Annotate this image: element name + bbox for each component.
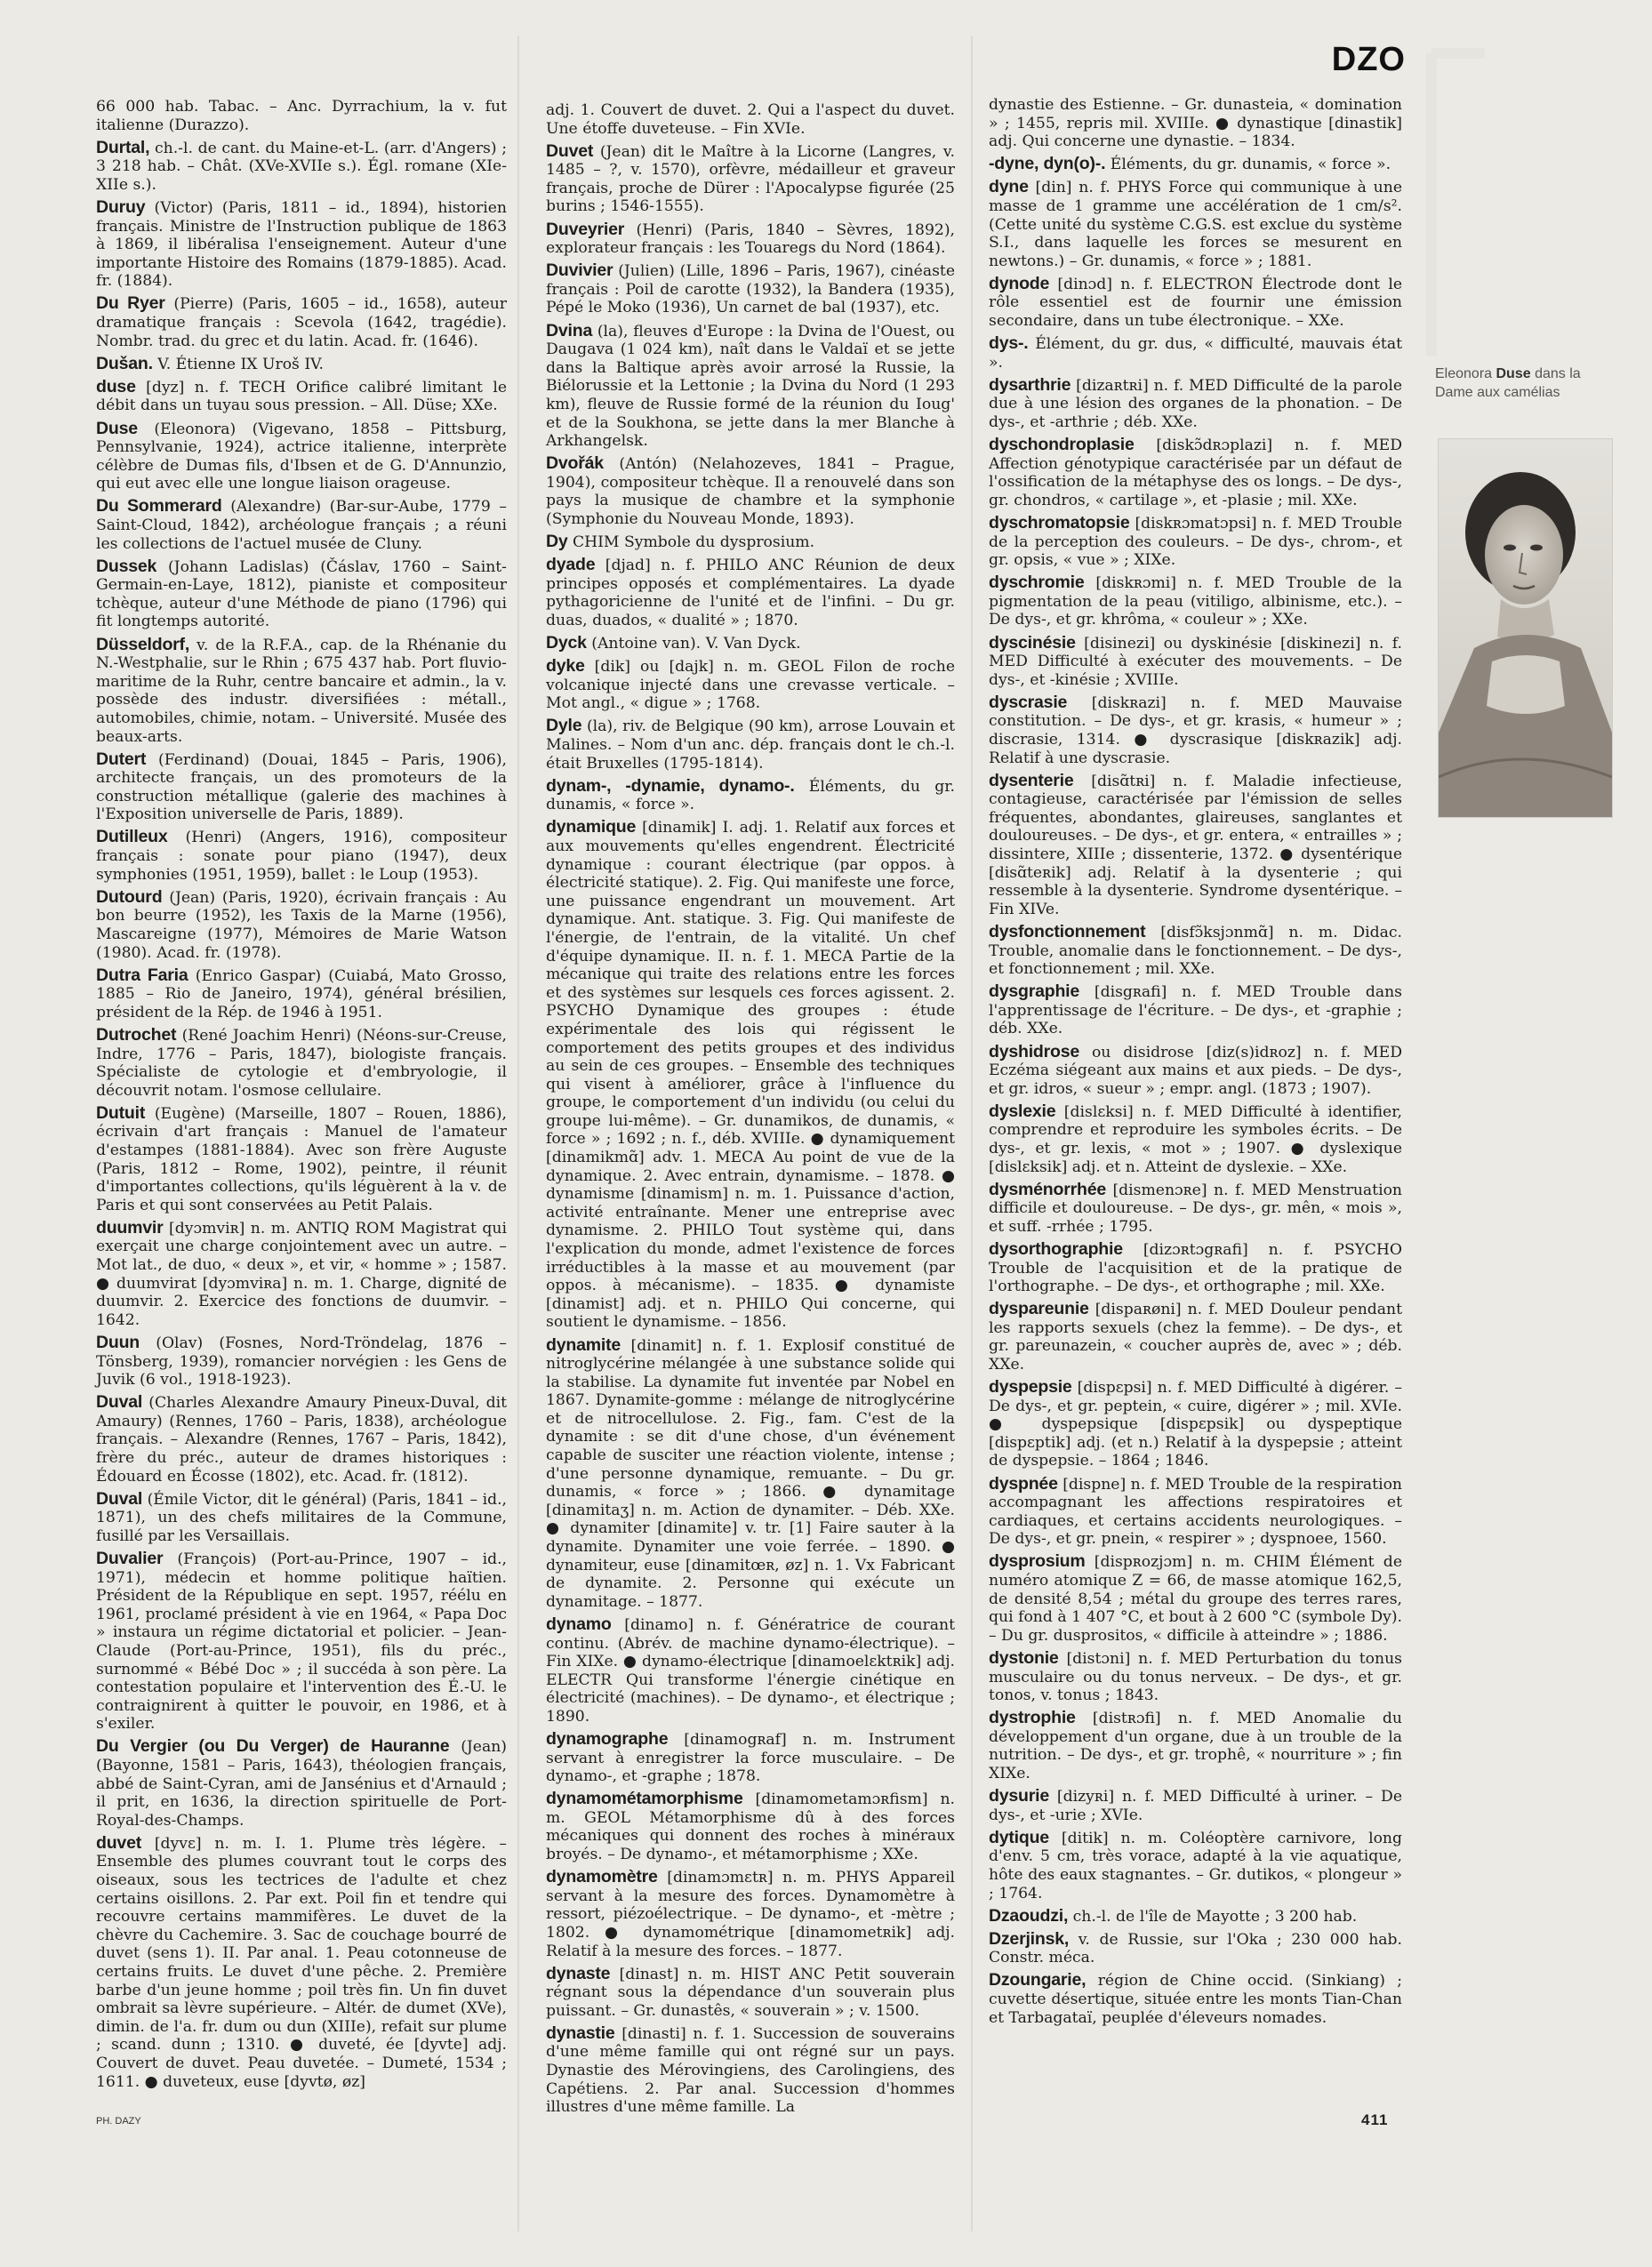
entry-text: dynastie des Estienne. – Gr. dunasteia, « domination » ; 1455, repris mil. XVIIIe. ● dynastique [dinastik] adj. Qui concerne une dynastie. – 1834.	[989, 96, 1402, 151]
headword: dyspnée	[989, 1473, 1058, 1494]
dictionary-entry	[96, 1834, 507, 2091]
dictionary-entry	[96, 378, 507, 415]
entry-text: (Émile Victor, dit le général) (Paris, 1841 – id., 1871), un des chefs militaires de la Commune, fusillé par les Versaillais.	[96, 1490, 507, 1545]
dictionary-entry	[989, 96, 1402, 151]
dictionary-entry	[989, 1971, 1402, 2027]
entry-text: [dyɔmviʀ] n. m. ANTIQ ROM Magistrat qui exerçait une charge conjointement avec un autre. – Mot lat., de duo, « deux », et vir, « homme » ; 1587. ● duumvirat [dyɔmviʀa] n. m. 1. Charge, dignité de duumvir. 2. Exercice des fonctions de duumvir. – 1642.	[96, 1219, 507, 1329]
caption-name: Eleonora	[1435, 366, 1493, 381]
entry-text: [dizɔʀtɔgʀafi] n. f. PSYCHO Trouble de l'acquisition et de la pratique de l'orthographe. – De dys-, et orthographe ; mil. XXe.	[989, 1240, 1402, 1296]
headword: dynode	[989, 273, 1050, 293]
dictionary-entry	[96, 1393, 507, 1486]
headword: Duun	[96, 1332, 140, 1352]
headword: dyade	[546, 555, 596, 575]
headword: dynamite	[546, 1334, 622, 1355]
headword: dyscrasie	[989, 692, 1068, 712]
dictionary-entry	[96, 750, 507, 824]
dictionary-entry	[989, 1300, 1402, 1374]
entry-text: [din] n. f. PHYS Force qui communique à une masse de 1 gramme une accélération de 1 cm/s². (Cette unité du système C.G.S. est exclue du système S.I., dans laquelle les forces se mesurent en newtons.) – Gr. dunamis, « force » ; 1881.	[989, 179, 1402, 270]
headword: dyshidrose	[989, 1041, 1080, 1061]
headword: duvet	[96, 1832, 142, 1853]
entry-text: (Olav) (Fosnes, Nord-Tröndelag, 1876 – Tönsberg, 1939), romancier norvégien : les Gens de Juvik (6 vol., 1918-1923).	[96, 1334, 507, 1390]
entry-text: v. de la R.F.A., cap. de la Rhénanie du N.-Westphalie, sur le Rhin ; 675 437 hab. Port fluvio-maritime de la Ruhr, centre bancaire et admin., la v. possède des industr. diversifiées : métall., automobiles, chimie, notam. – Université. Musée des beaux-arts.	[96, 636, 507, 746]
entry-text: CHIM Symbole du dysprosium.	[567, 533, 815, 552]
headword: dynamométamorphisme	[546, 1789, 743, 1809]
headword: dyne	[989, 177, 1029, 197]
dictionary-entry	[546, 2024, 955, 2117]
dictionary-entry	[989, 514, 1402, 570]
headword: dysarthrie	[989, 374, 1071, 395]
headword: dyspepsie	[989, 1377, 1072, 1398]
headword: Dyle	[546, 716, 582, 736]
entry-text: [dismenɔʀe] n. f. MED Menstruation difficile et douloureuse. – De dys-, gr. mên, « mois », et suff. -rrhée ; 1795.	[989, 1181, 1402, 1236]
dictionary-entry	[546, 1965, 955, 2021]
dictionary-entry	[96, 1737, 507, 1830]
column-1	[96, 98, 507, 2095]
headword: dytique	[989, 1827, 1049, 1847]
column-guide	[971, 36, 973, 2231]
dictionary-entry	[989, 1709, 1402, 1782]
entry-text: (Alexandre) (Bar-sur-Aube, 1779 – Saint-Cloud, 1842), archéologue français ; a réuni les collections de l'actuel musée de Cluny.	[96, 498, 508, 553]
headword: duse	[96, 376, 136, 397]
dictionary-entry	[546, 1336, 955, 1612]
headword: Dutilleux	[96, 827, 168, 847]
headword: Dutra Faria	[96, 965, 188, 985]
entry-text: [dispʀozjɔm] n. m. CHIM Élément de numéro atomique Z = 66, de masse atomique 162,5, de densité 8,54 ; métal du groupe des terres rares, qui fond à 1 407 °C, et bout à 2 600 °C (symbole Dy). – Du gr. dusprositos, « difficile à atteindre » ; 1886.	[989, 1553, 1402, 1645]
dictionary-entry	[96, 1550, 507, 1734]
dictionary-entry	[989, 1378, 1402, 1470]
headword: Dy	[546, 532, 568, 552]
running-head: DZO	[1331, 41, 1406, 78]
dictionary-entry	[989, 923, 1402, 979]
headword: dysenterie	[989, 770, 1074, 790]
dictionary-entry	[96, 497, 507, 553]
entry-text: [djad] n. f. PHILO ANC Réunion de deux principes opposés et complémentaires. La dyade pythagoricienne de l'unité et de l'infini. – Du gr. duas, duados, « dualité » ; 1870.	[546, 557, 955, 629]
headword: Duveyrier	[546, 219, 625, 239]
entry-text: (la), riv. de Belgique (90 km), arrose Louvain et Malines. – Nom d'un anc. dép. français dont le ch.-l. était Bruxelles (1795-1814).	[546, 717, 955, 773]
headword: dysprosium	[989, 1551, 1086, 1572]
dictionary-entry	[546, 1730, 955, 1786]
entry-text: 66 000 hab. Tabac. – Anc. Dyrrachium, la v. fut italienne (Durazzo).	[96, 98, 507, 134]
headword: dynamique	[546, 817, 637, 837]
entry-text: [disinezi] ou dyskinésie [diskinezi] n. f. MED Difficulté à exécuter des mouvements. – De dys-, et -kinésie ; XVIIIe.	[989, 634, 1402, 689]
headword: Dvořák	[546, 453, 604, 474]
headword: Duse	[96, 418, 138, 438]
headword: dynastie	[546, 2023, 615, 2043]
dictionary-entry	[989, 772, 1402, 919]
entry-text: (Eleonora) (Vigevano, 1858 – Pittsburg, Pennsylvanie, 1924), actrice italienne, interprète célèbre de Dumas fils, d'Ibsen et de G. D'Annunzio, qui eut avec elle une longue liaison orageuse.	[96, 420, 507, 493]
caption-bold: Duse	[1496, 366, 1531, 381]
dictionary-entry	[546, 322, 955, 451]
dictionary-entry	[96, 198, 507, 291]
entry-text: [dispaʀøni] n. f. MED Douleur pendant les rapports sexuels (chez la femme). – De dys-, et gr. pareunazein, « coucher auprès de, avec » ; déb. XXe.	[989, 1301, 1402, 1374]
dictionary-entry	[96, 888, 507, 962]
headword: dyspareunie	[989, 1299, 1089, 1319]
entry-text: [disɑ̃tʀi] n. f. Maladie infectieuse, contagieuse, caractérisée par l'émission de selles fréquentes, abondantes, glaireuses, sanglantes et douloureuses. – De dys-, et gr. entera, « entrailles » ; dissintere, XIIIe ; dissenterie, 1372. ● dysentérique [disɑ̃teʀik] adj. Relatif à la dysenterie ; qui ressemble à la dysenterie. Syndrome dysentérique. – Fin XIVe.	[989, 772, 1402, 918]
entry-text: [diskʀɔmi] n. f. MED Trouble de la pigmentation de la peau (vitiligo, albinisme, etc.). – De dys-, et gr. khrôma, « couleur » ; XXe.	[989, 574, 1402, 629]
entry-text: Élément, du gr. dus, « difficulté, mauvais état ».	[989, 335, 1402, 372]
entry-text: [dinamik] I. adj. 1. Relatif aux forces et aux mouvements qu'elles engendrent. Électricité dynamique : courant électrique (par oppos. à électricité statique). 2. Fig. Qui manifeste une force, une puissance engendrant un mouvement. Art dynamique. Ant. statique. 3. Fig. Qui manifeste de l'énergie, de l'entrain, de la vitalité. Un chef d'équipe dynamique. II. n. f. 1. MECA Partie de la mécanique qui traite des relations entre les forces et des systèmes sur lesquels ces forces agissent. 2. PSYCHO Dynamique des groupes : étude expérimentale des lois qui régissent le comportement des petits groupes et des individus au sein de ces groupes. – Ensemble des techniques qui visent à améliorer, grâce à l'influence du groupe, le comportement d'un individu (ou celui du groupe lui-même). – Gr. dunamikos, de dunamis, « force » ; 1692 ; n. f., déb. XVIIIe. ● dynamiquement [dinamikmɑ̃] adv. 1. MECA Au point de vue de la dynamique. 2. Avec entrain, dynamisme. – 1878. ● dynamisme [dinamism] n. m. 1. Puissance d'action, activité entraînante. Mener une entreprise avec dynamisme. 2. PHILO Tout système qui, dans l'explication du monde, admet l'existence de forces irréductibles à la masse et au mouvement (par oppos. à mécanisme). – 1835. ● dynamiste [dinamist] adj. et n. PHILO Qui concerne, qui soutient le dynamisme. – 1856.	[546, 819, 955, 1332]
dictionary-entry	[546, 261, 955, 317]
headword: dynamomètre	[546, 1867, 658, 1887]
entry-text: (Henri) (Angers, 1916), compositeur français : sonate pour piano (1947), deux symphonies (1951, 1959), ballet : le Loup (1953).	[96, 829, 507, 884]
entry-text: Éléments, du gr. dunamis, « force ».	[1105, 156, 1391, 174]
headword: Duvivier	[546, 260, 613, 281]
dictionary-entry	[989, 1043, 1402, 1099]
entry-text: V. Étienne IX Uroš IV.	[152, 355, 324, 373]
dictionary-entry	[989, 155, 1402, 174]
dictionary-entry	[546, 1790, 955, 1863]
dictionary-entry	[989, 1475, 1402, 1549]
headword: Dutuit	[96, 1102, 146, 1123]
headword: dys-.	[989, 333, 1029, 354]
headword: dysurie	[989, 1786, 1049, 1806]
dictionary-entry	[96, 1219, 507, 1330]
headword: dysménorrhée	[989, 1179, 1106, 1199]
entry-text: (Victor) (Paris, 1811 – id., 1894), historien français. Ministre de l'Instruction publique de 1863 à 1869, il libéralisa l'enseignement. Auteur d'une importante Histoire des Romains (1879-1885). Acad. fr. (1884).	[96, 198, 507, 291]
entry-text: [distɔni] n. f. MED Perturbation du tonus musculaire ou du tonus nerveux. – De dys-, et gr. tonos, v. tonus ; 1843.	[989, 1649, 1402, 1705]
headword: dysgraphie	[989, 981, 1080, 1002]
headword: Düsseldorf,	[96, 634, 190, 654]
portrait-photo	[1438, 438, 1613, 818]
entry-text: [dinamɔmɛtʀ] n. m. PHYS Appareil servant à la mesure des forces. Dynamomètre à ressort, piézoélectrique. – De dynamo-, et -mètre ; 1802. ● dynamométrique [dinamometʀik] adj. Relatif à la mesure des forces. – 1877.	[546, 1869, 955, 1960]
entry-text: [dinasti] n. f. 1. Succession de souverains d'une même famille qui ont régné sur un pays. Dynastie des Mérovingiens, des Carolingiens, des Capétiens. 2. Par anal. Succession d'hommes illustres d'une même famille. La	[546, 2024, 955, 2117]
dictionary-entry	[989, 693, 1402, 767]
headword: duumvir	[96, 1217, 164, 1238]
dictionary-entry	[546, 657, 955, 713]
headword: Durtal,	[96, 137, 150, 157]
headword: Duval	[96, 1392, 143, 1413]
column-3	[989, 96, 1402, 2031]
dictionary-entry	[989, 573, 1402, 629]
entry-text: [dizaʀtʀi] n. f. MED Difficulté de la parole due à une lésion des organes de la phonation. – De dys-, et -arthrie ; déb. XXe.	[989, 376, 1402, 431]
dictionary-entry	[989, 1181, 1402, 1237]
dictionary-entry	[989, 376, 1402, 432]
entry-text: (François) (Port-au-Prince, 1907 – id., 1971), médecin et homme politique haïtien. Président de la République en sept. 1957, réélu en 1961, proclamé président à vie en 1964, « Papa Doc » instaura un régime dictatorial et policier. – Jean-Claude (Port-au-Prince, 1951), fils du préc., surnommé « Bébé Doc » ; il succéda à son père. La contestation populaire et l'intervention des É.-U. le contraignirent à quitter le pouvoir, en 1986, et à s'exiler.	[96, 1550, 507, 1734]
entry-text: [disgʀafi] n. f. MED Trouble dans l'apprentissage de l'écriture. – De dys-, et -graphie ; déb. XXe.	[989, 983, 1402, 1038]
entry-text: (René Joachim Henri) (Néons-sur-Creuse, Indre, 1776 – Paris, 1847), biologiste français. Spécialiste de cytologie et d'embryologie, il découvrit notam. l'osmose cellulaire.	[96, 1026, 507, 1100]
entry-text: [diskɔ̃dʀɔplazi] n. f. MED Affection génotypique caractérisée par un défaut de l'ossification de la métaphyse des os longs. – De dys-, gr. chondros, « cartilage », et -plasie ; mil. XXe.	[989, 437, 1402, 509]
column-guide	[517, 36, 519, 2231]
headword: dystrophie	[989, 1708, 1076, 1728]
dictionary-entry	[96, 420, 507, 493]
headword: dysorthographie	[989, 1238, 1123, 1259]
dictionary-entry	[546, 1615, 955, 1726]
entry-text: (Johann Ladislas) (Čáslav, 1760 – Saint-Germain-en-Laye, 1812), pianiste et compositeur tchèque, auteur d'une Méthode de piano (1796) qui fit longtemps autorité.	[96, 557, 507, 631]
entry-text: (Antón) (Nelahozeves, 1841 – Prague, 1904), compositeur tchèque. Il a renouvelé dans son pays la musique de chambre et la symphonie (Symphonie du Nouveau Monde, 1893).	[546, 455, 955, 528]
dictionary-entry	[96, 1104, 507, 1215]
entry-text: adj. 1. Couvert de duvet. 2. Qui a l'aspect du duvet. Une étoffe duveteuse. – Fin XVIe.	[546, 101, 955, 138]
headword: dyke	[546, 656, 585, 677]
headword: Dutourd	[96, 886, 163, 907]
headword: Dzaoudzi,	[989, 1905, 1069, 1926]
headword: Du Vergier (ou Du Verger) de Hauranne	[96, 1736, 450, 1757]
dictionary-entry	[989, 1829, 1402, 1903]
dictionary-entry	[96, 1490, 507, 1546]
headword: Du Ryer	[96, 293, 165, 314]
dictionary-entry	[546, 556, 955, 629]
headword: dynaste	[546, 1963, 611, 1983]
entry-text: (Enrico Gaspar) (Cuiabá, Mato Grosso, 1885 – Rio de Janeiro, 1974), général brésilien, président de la Rép. de 1946 à 1951.	[96, 966, 508, 1021]
dictionary-entry	[989, 1649, 1402, 1705]
entry-text: (la), fleuves d'Europe : la Dvina de l'Ouest, ou Daugava (1 024 km), naît dans le Valdaï et se jette dans la Baltique après avoir arrosé la Russie, la Biélorussie et la Lettonie ; la Dvina du Nord (1 293 km), fleuve de Russie formé de la réunion du Ioug' et de la Soukhona, se jette dans la mer Blanche à Arkhangelsk.	[546, 322, 955, 451]
entry-text: [dinamometamɔʀfism] n. m. GEOL Métamorphisme dû à des forces mécaniques qui donnent des roches à minéraux broyés. – De dynamo-, et métamorphisme ; XXe.	[546, 1790, 955, 1864]
dictionary-entry	[989, 1930, 1402, 1967]
entry-text: ch.-l. de l'île de Mayotte ; 3 200 hab.	[1068, 1907, 1358, 1926]
headword: dysfonctionnement	[989, 921, 1146, 941]
headword: dyschromie	[989, 573, 1085, 593]
entry-text: (Antoine van). V. Van Dyck.	[586, 635, 801, 653]
dictionary-entry	[989, 1102, 1402, 1176]
headword: Dutrochet	[96, 1024, 177, 1045]
entry-text: [dyvɛ] n. m. I. 1. Plume très légère. – Ensemble des plumes couvrant tout le corps des oiseaux, sous les tectrices de l'adulte et chez certains oisillons. 2. Par ext. Poil fin et tendre qui recouvre certains mammifères. Le duvet de la chèvre du Cachemire. 3. Sac de couchage bourré de duvet (sens 1). II. Par anal. 1. Peau cotonneuse de certains fruits. Le duvet d'une pêche. 2. Première barbe d'un jeune homme ; poil très fin. Un fin duvet ombrait sa lèvre supérieure. – Altér. de dumet (XVe), dimin. de l'a. fr. dum ou dun (XIIIe), refait sur plume ; scand. dunn ; 1310. ● duveté, ée [dyvte] adj. Couvert de duvet. Peau duvetée. – Dumeté, 1534 ; 1611. ● duveteux, euse [dyvtø, øz]	[96, 1834, 507, 2091]
dictionary-entry	[989, 1907, 1402, 1927]
entry-text: [dinamo] n. f. Génératrice de courant continu. (Abrév. de machine dynamo-électrique). – Fin XIXe. ● dynamo-électrique [dinamoelɛktʀik] adj. ELECTR Qui transforme l'énergie cinétique en électricité (machines). – De dynamo-, et électrique ; 1890.	[546, 1615, 955, 1726]
dictionary-entry	[989, 982, 1402, 1038]
dictionary-entry	[989, 334, 1402, 372]
entry-text: v. de Russie, sur l'Oka ; 230 000 hab. Constr. méca.	[989, 1930, 1402, 1967]
headword: Duruy	[96, 196, 146, 217]
entry-text: [diskʀazi] n. f. MED Mauvaise constitution. – De dys-, et gr. krasis, « humeur » ; discrasie, 1314. ● dyscrasique [diskʀazik] adj. Relatif à une dyscrasie.	[989, 693, 1402, 767]
entry-text: [ditik] n. m. Coléoptère carnivore, long d'env. 5 cm, très vorace, adapté à la vie aquatique, hôte des eaux stagnantes. – Gr. dutikos, « plongeur » ; 1764.	[989, 1829, 1402, 1903]
entry-text: ou disidrose [diz(s)idʀoz] n. f. MED Eczéma siégeant aux mains et aux pieds. – De dys-, et gr. idros, « sueur » ; empr. angl. (1873 ; 1907).	[989, 1043, 1402, 1098]
headword: Dušan.	[96, 353, 153, 373]
headword: dynamographe	[546, 1728, 669, 1749]
headword: dystonie	[989, 1647, 1059, 1668]
headword: Du Sommerard	[96, 496, 222, 517]
entry-text: (Charles Alexandre Amaury Pineux-Duval, dit Amaury) (Rennes, 1760 – Paris, 1838), archéologue français. – Alexandre (Rennes, 1767 – Paris, 1842), frère du préc., auteur de drames historiques : Édouard en Écosse (1802), etc. Acad. fr. (1812).	[96, 1394, 507, 1486]
entry-text: (Julien) (Lille, 1896 – Paris, 1967), cinéaste français : Poil de carotte (1932), la Bandera (1935), Pépé le Moko (1936), Un carnet de bal (1937), etc.	[546, 262, 955, 317]
headword: Dzoungarie,	[989, 1970, 1087, 1991]
entry-text: [dispne] n. f. MED Trouble de la respiration accompagnant les affections respiratoires et cardiaques, et certains accidents neurologiques. – De dys-, et gr. pnein, « respirer » ; dyspnoee, 1560.	[989, 1475, 1402, 1549]
dictionary-entry	[546, 717, 955, 773]
entry-text: (Henri) (Paris, 1840 – Sèvres, 1892), explorateur français : les Touaregs du Nord (1864).	[546, 220, 955, 258]
headword: Dutert	[96, 749, 147, 769]
dictionary-entry	[96, 557, 507, 631]
dictionary-entry	[546, 220, 955, 258]
dictionary-entry	[989, 634, 1402, 690]
entry-text: (Ferdinand) (Douai, 1845 – Paris, 1906), architecte français, un des promoteurs de la construction métallique (galerie des machines à l'Exposition universelle de Paris, 1889).	[96, 750, 507, 824]
headword: Duvet	[546, 140, 594, 161]
dictionary-entry	[96, 355, 507, 374]
dictionary-entry	[546, 634, 955, 653]
headword: Dussek	[96, 556, 157, 576]
entry-text: [dinɔd] n. f. ELECTRON Électrode dont le rôle essentiel est de fournir une émission secondaire, dans un tube électronique. – XXe.	[989, 275, 1402, 331]
dictionary-entry	[546, 1868, 955, 1960]
headword: dyschromatopsie	[989, 512, 1130, 533]
page-number: 411	[1361, 2111, 1389, 2128]
entry-text: région de Chine occid. (Sinkiang) ; cuvette désertique, située entre les monts Tian-Chan et Tarbagataï, peuplée d'éleveurs nomades.	[989, 1972, 1402, 2027]
entry-text: [dik] ou [dajk] n. m. GEOL Filon de roche volcanique injecté dans une crevasse verticale. – Mot angl., « digue » ; 1768.	[546, 658, 955, 713]
headword: Duval	[96, 1488, 143, 1509]
entry-text: [disfɔ̃ksjɔnmɑ̃] n. m. Didac. Trouble, anomalie dans le fonctionnement. – De dys-, et fonctionnement ; mil. XXe.	[989, 923, 1402, 979]
headword: dyschondroplasie	[989, 435, 1135, 455]
headword: Dyck	[546, 633, 587, 653]
dictionary-entry	[96, 636, 507, 747]
dictionary-entry	[989, 275, 1402, 331]
headword: -dyne, dyn(o)-.	[989, 154, 1106, 174]
entry-text: [dispɛpsi] n. f. MED Difficulté à digérer. – De dys-, et gr. peptein, « cuire, digérer » ; mil. XVIe. ● dyspepsique [dispɛpsik] ou dyspeptique [dispɛptik] adj. (et n.) Relatif à la dyspepsie ; atteint de dyspepsie. – 1864 ; 1846.	[989, 1379, 1402, 1470]
photo-credit: PH. DAZY	[96, 2116, 141, 2127]
headword: dynam-, -dynamie, dynamo-.	[546, 775, 795, 796]
entry-text: ch.-l. de cant. du Maine-et-L. (arr. d'Angers) ; 3 218 hab. – Chât. (XVe-XVIIe s.). Égl. romane (XIe-XIIe s.).	[96, 139, 507, 194]
entry-text: [dyz] n. f. TECH Orifice calibré limitant le débit dans un tuyau sous pression. – All. Düse; XXe.	[96, 378, 507, 415]
entry-text: [dizyʀi] n. f. MED Difficulté à uriner. – De dys-, et -urie ; XVIe.	[989, 1788, 1402, 1824]
entry-text: [dinast] n. m. HIST ANC Petit souverain régnant sous la dépendance d'un souverain plus puissant. – Gr. dunastês, « souverain » ; v. 1500.	[546, 1965, 955, 2020]
dictionary-entry	[96, 98, 507, 134]
entry-text: [dinamit] n. f. 1. Explosif constitué de nitroglycérine mélangée à une substance solide qui la stabilise. La dynamite fut inventée par Nobel en 1867. Dynamite-gomme : mélange de nitroglycérine et de nitrocellulose. 2. Fig., fam. C'est de la dynamite : se dit d'une chose, d'un événement capable de susciter une réaction violente, intense ; d'une personne dynamique, remuante. – Du gr. dunamis, « force » ; 1866. ● dynamitage [dinamitaʒ] n. m. Action de dynamiter. – Déb. XXe. ● dynamiter [dinamite] v. tr. [1] Faire sauter à la dynamite. Dynamiter une voie ferrée. – 1890. ● dynamiteur, euse [dinamitœʀ, øz] n. 1. Vx Fabricant de dynamite. 2. Personne qui exécute un dynamitage. – 1877.	[546, 1336, 955, 1611]
dictionary-entry	[96, 1026, 507, 1100]
headword: dyslexie	[989, 1101, 1056, 1121]
dictionary-entry	[96, 139, 507, 195]
dictionary-entry	[546, 777, 955, 814]
entry-text: Éléments, du gr. dunamis, « force ».	[546, 777, 955, 814]
entry-text: (Eugène) (Marseille, 1807 – Rouen, 1886), écrivain d'art français : Manuel de l'amateur d'estampes (1881-1884). Avec son frère Auguste (Paris, 1812 – Rome, 1902), peintre, il réunit d'importantes collections, qu'ils léguèrent à la v. de Paris et qui sont conservées au Petit Palais.	[96, 1104, 507, 1214]
entry-text: (Pierre) (Paris, 1605 – id., 1658), auteur dramatique français : Scevola (1642, tragédie). Nombr. trad. du grec et du latin. Acad. fr. (1646).	[96, 295, 508, 350]
dictionary-entry	[989, 178, 1402, 270]
dictionary-entry	[96, 966, 507, 1022]
caption-rest: dans la Dame aux camélias	[1435, 366, 1581, 400]
dictionary-entry	[989, 1552, 1402, 1645]
headword: Dzerjinsk,	[989, 1928, 1070, 1949]
dictionary-entry	[96, 1334, 507, 1390]
headword: dyscinésie	[989, 632, 1076, 653]
entry-text: [diskʀɔmatɔpsi] n. f. MED Trouble de la perception des couleurs. – De dys-, chrom-, et gr. opsis, « vue » ; XIXe.	[989, 514, 1402, 570]
entry-text: [dislɛksi] n. f. MED Difficulté à identifier, comprendre et reproduire les symboles écrits. – De dys-, et gr. lexis, « mot » ; 1907. ● dyslexique [dislɛksik] adj. et n. Atteint de dyslexie. – XXe.	[989, 1102, 1402, 1176]
dictionary-entry	[546, 818, 955, 1332]
column-2	[546, 101, 955, 2120]
entry-text: (Jean) (Paris, 1920), écrivain français : Au bon beurre (1952), les Taxis de la Marne (1956), Mascareigne (1977), Mémoires de Marie Watson (1980). Acad. fr. (1978).	[96, 888, 507, 962]
entry-text: (Jean) dit le Maître à la Licorne (Langres, v. 1485 – ?, v. 1570), orfèvre, médailleur et graveur français, proche de Dürer : l'Apocalypse figurée (25 burins ; 1546-1555).	[546, 142, 955, 216]
dictionary-entry	[546, 142, 955, 216]
headword: Dvina	[546, 320, 593, 340]
dictionary-entry	[546, 101, 955, 138]
dictionary-entry	[989, 436, 1402, 509]
entry-text: (Jean) (Bayonne, 1581 – Paris, 1643), théologien français, abbé de Saint-Cyran, ami de Jansénius et d'Arnauld ; il prit, en 1636, la direction spirituelle de Port-Royal-des-Champs.	[96, 1738, 507, 1830]
dictionary-entry	[546, 533, 955, 552]
portrait-illustration	[1439, 439, 1612, 817]
photo-caption	[1435, 364, 1622, 402]
dictionary-entry	[989, 1787, 1402, 1824]
entry-text: [distʀɔfi] n. f. MED Anomalie du développement d'un organe, due à un trouble de la nutrition. – De dys-, et gr. trophê, « nourriture » ; fin XIXe.	[989, 1710, 1402, 1782]
headword: Duvalier	[96, 1548, 164, 1568]
decorative-frame	[1414, 36, 1618, 364]
dictionary-entry	[546, 454, 955, 528]
dictionary-entry	[989, 1240, 1402, 1296]
dictionary-entry	[96, 828, 507, 884]
entry-text: [dinamogʀaf] n. m. Instrument servant à enregistrer la force musculaire. – De dynamo-, et -graphe ; 1878.	[546, 1730, 955, 1786]
dictionary-entry	[96, 294, 507, 350]
headword: dynamo	[546, 1614, 612, 1634]
